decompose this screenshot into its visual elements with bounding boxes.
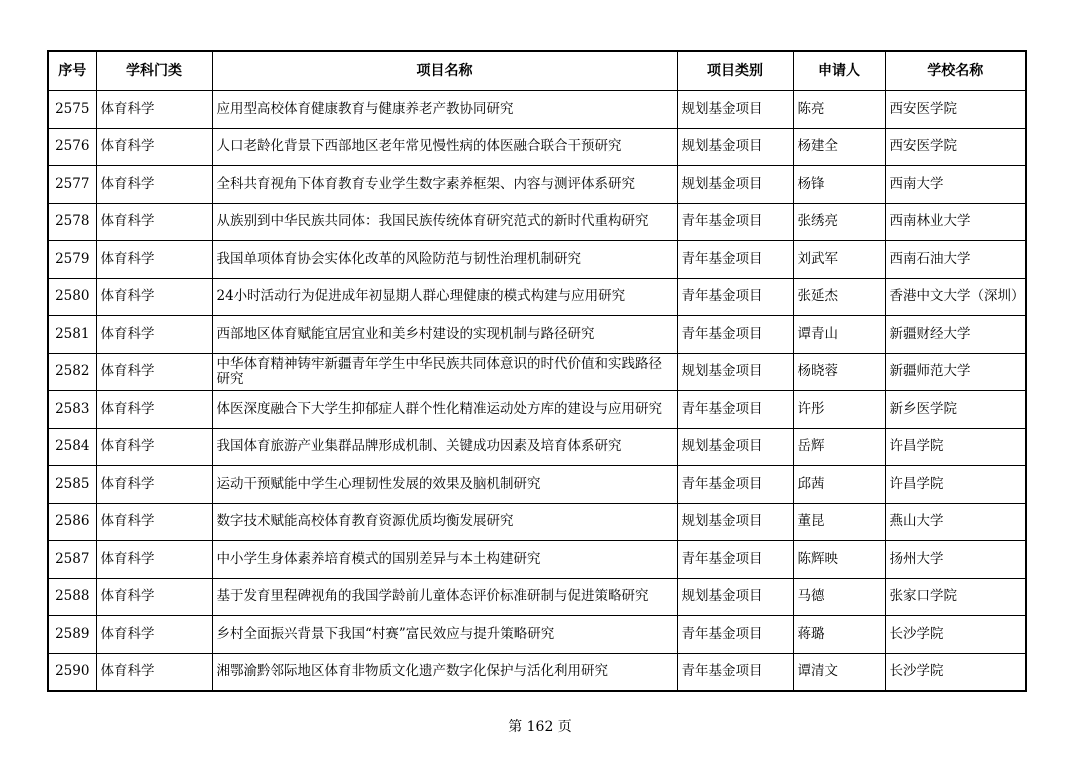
cell-applicant: 杨晓蓉 bbox=[793, 353, 885, 391]
cell-discipline: 体育科学 bbox=[96, 578, 212, 616]
cell-discipline: 体育科学 bbox=[96, 91, 212, 129]
cell-applicant: 杨锋 bbox=[793, 166, 885, 204]
table-row bbox=[48, 166, 1026, 204]
table-header-row bbox=[48, 51, 1026, 91]
cell-school: 许昌学院 bbox=[885, 466, 1026, 504]
cell-school: 燕山大学 bbox=[885, 503, 1026, 541]
cell-project-name: 中华体育精神铸牢新疆青年学生中华民族共同体意识的时代价值和实践路径研究 bbox=[212, 353, 677, 391]
cell-serial: 2582 bbox=[48, 353, 96, 391]
cell-project-name: 应用型高校体育健康教育与健康养老产教协同研究 bbox=[212, 91, 677, 129]
cell-discipline: 体育科学 bbox=[96, 316, 212, 354]
cell-discipline: 体育科学 bbox=[96, 653, 212, 691]
cell-applicant: 陈辉映 bbox=[793, 541, 885, 579]
header-project-name: 项目名称 bbox=[212, 51, 677, 91]
cell-school: 新疆师范大学 bbox=[885, 353, 1026, 391]
cell-project-name: 数字技术赋能高校体育教育资源优质均衡发展研究 bbox=[212, 503, 677, 541]
cell-applicant: 陈亮 bbox=[793, 91, 885, 129]
table-row bbox=[48, 653, 1026, 691]
cell-project-category: 青年基金项目 bbox=[677, 391, 793, 429]
cell-school: 西南大学 bbox=[885, 166, 1026, 204]
cell-applicant: 张绣亮 bbox=[793, 203, 885, 241]
cell-project-name: 我国单项体育协会实体化改革的风险防范与韧性治理机制研究 bbox=[212, 241, 677, 279]
cell-project-category: 青年基金项目 bbox=[677, 653, 793, 691]
cell-serial: 2590 bbox=[48, 653, 96, 691]
cell-project-category: 青年基金项目 bbox=[677, 466, 793, 504]
table-row bbox=[48, 578, 1026, 616]
cell-applicant: 蒋璐 bbox=[793, 616, 885, 654]
cell-applicant: 许彤 bbox=[793, 391, 885, 429]
cell-serial: 2580 bbox=[48, 278, 96, 316]
table-row bbox=[48, 203, 1026, 241]
cell-project-category: 青年基金项目 bbox=[677, 278, 793, 316]
cell-applicant: 谭青山 bbox=[793, 316, 885, 354]
cell-discipline: 体育科学 bbox=[96, 353, 212, 391]
cell-project-category: 青年基金项目 bbox=[677, 316, 793, 354]
cell-discipline: 体育科学 bbox=[96, 428, 212, 466]
cell-school: 长沙学院 bbox=[885, 653, 1026, 691]
cell-project-name: 湘鄂渝黔邻际地区体育非物质文化遗产数字化保护与活化利用研究 bbox=[212, 653, 677, 691]
cell-discipline: 体育科学 bbox=[96, 241, 212, 279]
cell-project-name: 基于发育里程碑视角的我国学龄前儿童体态评价标准研制与促进策略研究 bbox=[212, 578, 677, 616]
cell-school: 西南林业大学 bbox=[885, 203, 1026, 241]
header-project-category: 项目类别 bbox=[677, 51, 793, 91]
cell-serial: 2585 bbox=[48, 466, 96, 504]
cell-applicant: 杨建全 bbox=[793, 128, 885, 166]
table-row bbox=[48, 278, 1026, 316]
cell-discipline: 体育科学 bbox=[96, 278, 212, 316]
table-row bbox=[48, 241, 1026, 279]
table-body bbox=[48, 91, 1026, 692]
cell-serial: 2581 bbox=[48, 316, 96, 354]
cell-project-category: 青年基金项目 bbox=[677, 241, 793, 279]
cell-applicant: 岳辉 bbox=[793, 428, 885, 466]
table-row bbox=[48, 128, 1026, 166]
cell-project-category: 规划基金项目 bbox=[677, 166, 793, 204]
cell-serial: 2588 bbox=[48, 578, 96, 616]
cell-project-name: 西部地区体育赋能宜居宜业和美乡村建设的实现机制与路径研究 bbox=[212, 316, 677, 354]
header-school: 学校名称 bbox=[885, 51, 1026, 91]
cell-serial: 2576 bbox=[48, 128, 96, 166]
cell-project-category: 青年基金项目 bbox=[677, 541, 793, 579]
table-row bbox=[48, 428, 1026, 466]
cell-serial: 2577 bbox=[48, 166, 96, 204]
cell-school: 西安医学院 bbox=[885, 91, 1026, 129]
cell-applicant: 谭清文 bbox=[793, 653, 885, 691]
header-serial: 序号 bbox=[48, 51, 96, 91]
cell-serial: 2584 bbox=[48, 428, 96, 466]
cell-project-name: 人口老龄化背景下西部地区老年常见慢性病的体医融合联合干预研究 bbox=[212, 128, 677, 166]
cell-applicant: 邱茜 bbox=[793, 466, 885, 504]
cell-project-category: 规划基金项目 bbox=[677, 428, 793, 466]
cell-serial: 2578 bbox=[48, 203, 96, 241]
cell-school: 新疆财经大学 bbox=[885, 316, 1026, 354]
cell-serial: 2575 bbox=[48, 91, 96, 129]
cell-discipline: 体育科学 bbox=[96, 128, 212, 166]
cell-project-category: 规划基金项目 bbox=[677, 353, 793, 391]
cell-discipline: 体育科学 bbox=[96, 391, 212, 429]
cell-project-name: 全科共育视角下体育教育专业学生数字素养框架、内容与测评体系研究 bbox=[212, 166, 677, 204]
cell-school: 许昌学院 bbox=[885, 428, 1026, 466]
cell-serial: 2579 bbox=[48, 241, 96, 279]
cell-project-name: 中小学生身体素养培育模式的国别差异与本土构建研究 bbox=[212, 541, 677, 579]
cell-discipline: 体育科学 bbox=[96, 166, 212, 204]
cell-project-name: 乡村全面振兴背景下我国“村赛”富民效应与提升策略研究 bbox=[212, 616, 677, 654]
cell-school: 长沙学院 bbox=[885, 616, 1026, 654]
cell-school: 扬州大学 bbox=[885, 541, 1026, 579]
cell-project-category: 青年基金项目 bbox=[677, 203, 793, 241]
table-row bbox=[48, 466, 1026, 504]
cell-applicant: 刘武军 bbox=[793, 241, 885, 279]
project-table bbox=[47, 50, 1027, 692]
cell-school: 香港中文大学（深圳） bbox=[885, 278, 1026, 316]
cell-school: 西安医学院 bbox=[885, 128, 1026, 166]
cell-serial: 2589 bbox=[48, 616, 96, 654]
cell-discipline: 体育科学 bbox=[96, 503, 212, 541]
cell-serial: 2583 bbox=[48, 391, 96, 429]
cell-discipline: 体育科学 bbox=[96, 616, 212, 654]
table-row bbox=[48, 541, 1026, 579]
cell-serial: 2586 bbox=[48, 503, 96, 541]
cell-applicant: 张延杰 bbox=[793, 278, 885, 316]
cell-project-category: 规划基金项目 bbox=[677, 578, 793, 616]
cell-serial: 2587 bbox=[48, 541, 96, 579]
table-row bbox=[48, 503, 1026, 541]
cell-discipline: 体育科学 bbox=[96, 203, 212, 241]
table-row bbox=[48, 316, 1026, 354]
cell-project-category: 青年基金项目 bbox=[677, 616, 793, 654]
cell-project-name: 运动干预赋能中学生心理韧性发展的效果及脑机制研究 bbox=[212, 466, 677, 504]
table-row bbox=[48, 391, 1026, 429]
cell-applicant: 马德 bbox=[793, 578, 885, 616]
cell-project-name: 体医深度融合下大学生抑郁症人群个性化精准运动处方库的建设与应用研究 bbox=[212, 391, 677, 429]
page-number: 第 162 页 bbox=[508, 719, 572, 735]
cell-discipline: 体育科学 bbox=[96, 541, 212, 579]
header-applicant: 申请人 bbox=[793, 51, 885, 91]
cell-school: 张家口学院 bbox=[885, 578, 1026, 616]
cell-project-name: 24小时活动行为促进成年初显期人群心理健康的模式构建与应用研究 bbox=[212, 278, 677, 316]
cell-school: 西南石油大学 bbox=[885, 241, 1026, 279]
table-row bbox=[48, 616, 1026, 654]
cell-project-name: 我国体育旅游产业集群品牌形成机制、关键成功因素及培育体系研究 bbox=[212, 428, 677, 466]
cell-project-category: 规划基金项目 bbox=[677, 503, 793, 541]
cell-project-category: 规划基金项目 bbox=[677, 128, 793, 166]
cell-discipline: 体育科学 bbox=[96, 466, 212, 504]
cell-applicant: 董昆 bbox=[793, 503, 885, 541]
header-discipline: 学科门类 bbox=[96, 51, 212, 91]
cell-project-category: 规划基金项目 bbox=[677, 91, 793, 129]
table-row bbox=[48, 91, 1026, 129]
table-row bbox=[48, 353, 1026, 391]
cell-project-name: 从族别到中华民族共同体：我国民族传统体育研究范式的新时代重构研究 bbox=[212, 203, 677, 241]
cell-school: 新乡医学院 bbox=[885, 391, 1026, 429]
